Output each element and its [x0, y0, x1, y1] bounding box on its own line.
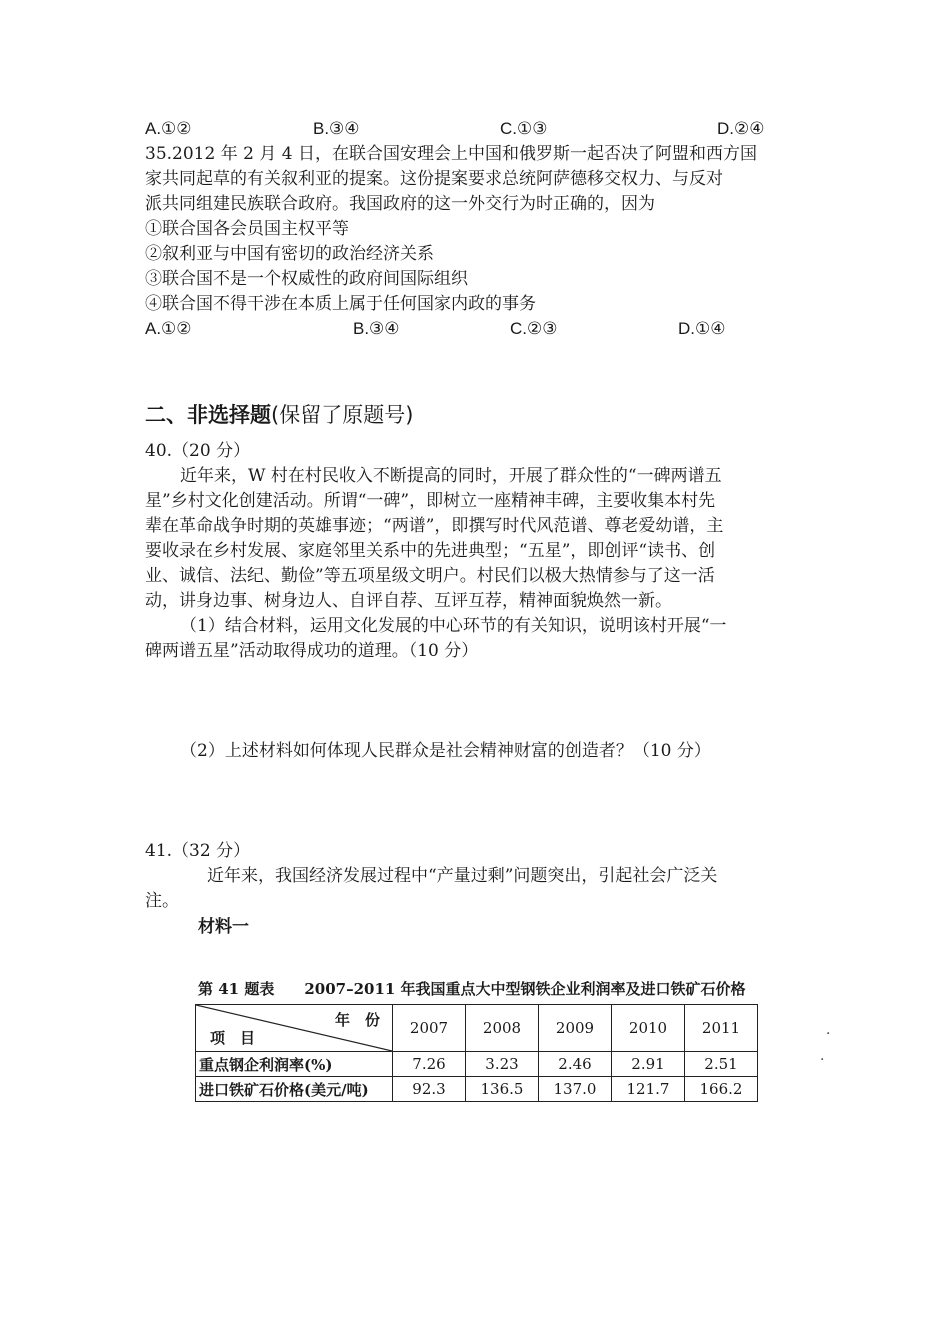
- prev-option-a: A.①②: [145, 119, 192, 138]
- q40-number: 40.（20 分）: [145, 441, 251, 461]
- table-cell: 121.7: [612, 1077, 685, 1102]
- table-cell: 166.2: [685, 1077, 758, 1102]
- q35-option-c: C.②③: [510, 319, 558, 338]
- q40-para-line: 业、诚信、法纪、勤俭”等五项星级文明户。村民们以极大热情参与了这一活: [145, 566, 715, 586]
- table-row: [196, 1077, 758, 1102]
- table-cell: 92.3: [393, 1077, 466, 1102]
- q35-line-2: 家共同起草的有关叙利亚的提案。这份提案要求总统阿萨德移交权力、与反对: [145, 169, 723, 189]
- section-heading: [145, 401, 413, 429]
- table-corner-cell: [196, 1005, 393, 1052]
- table-caption: [198, 978, 746, 999]
- q40-para-line: 近年来，W 村在村民收入不断提高的同时，开展了群众性的“一碑两谱五: [180, 466, 722, 486]
- prev-option-b: B.③④: [313, 119, 360, 138]
- table-title: 2007–2011 年我国重点大中型钢铁企业利润率及进口铁矿石价格: [304, 980, 746, 998]
- table-cell: 2.51: [685, 1052, 758, 1077]
- row-label: 重点钢企利润率(%): [196, 1052, 393, 1077]
- table-header-row: [196, 1005, 758, 1052]
- q40-sub1-line-2: 碑两谱五星”活动取得成功的道理。（10 分）: [145, 641, 479, 661]
- q40-para-line: 动，讲身边事、树身边人、自评自荐、互评互荐，精神面貌焕然一新。: [145, 591, 672, 611]
- q35-option-d: D.①④: [678, 319, 726, 338]
- table-cell: 137.0: [539, 1077, 612, 1102]
- q35-option-b: B.③④: [353, 319, 400, 338]
- table-row: [196, 1052, 758, 1077]
- q35-item-2: ②叙利亚与中国有密切的政治经济关系: [145, 244, 434, 264]
- column-header-year: 2011: [685, 1005, 758, 1052]
- section-note: (保留了原题号): [271, 403, 414, 427]
- q40-sub2: （2）上述材料如何体现人民群众是社会精神财富的创造者？（10 分）: [180, 741, 711, 761]
- corner-year-label: 年 份: [334, 1011, 380, 1029]
- corner-item-label: 项 目: [210, 1029, 256, 1047]
- q35-item-4: ④联合国不得干涉在本质上属于任何国家内政的事务: [145, 294, 536, 314]
- section-title: 二、非选择题: [145, 403, 271, 427]
- material-label: 材料一: [198, 917, 249, 937]
- table-cell: 3.23: [466, 1052, 539, 1077]
- column-header-year: 2008: [466, 1005, 539, 1052]
- q40-sub1-line-1: （1）结合材料，运用文化发展的中心环节的有关知识，说明该村开展“一: [180, 616, 727, 636]
- prev-option-d: D.②④: [717, 119, 765, 138]
- q35-item-1: ①联合国各会员国主权平等: [145, 219, 349, 239]
- q35-line-3: 派共同组建民族联合政府。我国政府的这一外交行为时正确的，因为: [145, 194, 655, 214]
- column-header-year: 2009: [539, 1005, 612, 1052]
- column-header-year: 2010: [612, 1005, 685, 1052]
- table-cell: 7.26: [393, 1052, 466, 1077]
- q40-para-line: 要收录在乡村发展、家庭邻里关系中的先进典型；“五星”，即创评“读书、创: [145, 541, 716, 561]
- table-cell: 2.91: [612, 1052, 685, 1077]
- q35-option-a: A.①②: [145, 319, 192, 338]
- data-table: [195, 1004, 758, 1102]
- table-cell: 136.5: [466, 1077, 539, 1102]
- q41-number: 41.（32 分）: [145, 841, 251, 861]
- q41-line-2: 注。: [145, 891, 179, 911]
- row-label: 进口铁矿石价格(美元/吨): [196, 1077, 393, 1102]
- q35-line-1: 35.2012 年 2 月 4 日，在联合国安理会上中国和俄罗斯一起否决了阿盟和西方国: [145, 144, 757, 164]
- q40-para-line: 星”乡村文化创建活动。所谓“一碑”，即树立一座精神丰碑，主要收集本村先: [145, 491, 716, 511]
- prev-option-c: C.①③: [500, 119, 548, 138]
- scan-speck: ·: [826, 1026, 831, 1042]
- q35-item-3: ③联合国不是一个权威性的政府间国际组织: [145, 269, 468, 289]
- table-number: 第 41 题表: [198, 980, 275, 998]
- q41-line-1: 近年来，我国经济发展过程中“产量过剩”问题突出，引起社会广泛关: [207, 866, 718, 886]
- q40-para-line: 辈在革命战争时期的英雄事迹；“两谱”，即撰写时代风范谱、尊老爱幼谱，主: [145, 516, 724, 536]
- column-header-year: 2007: [393, 1005, 466, 1052]
- table-cell: 2.46: [539, 1052, 612, 1077]
- scan-speck: ·: [820, 1052, 825, 1068]
